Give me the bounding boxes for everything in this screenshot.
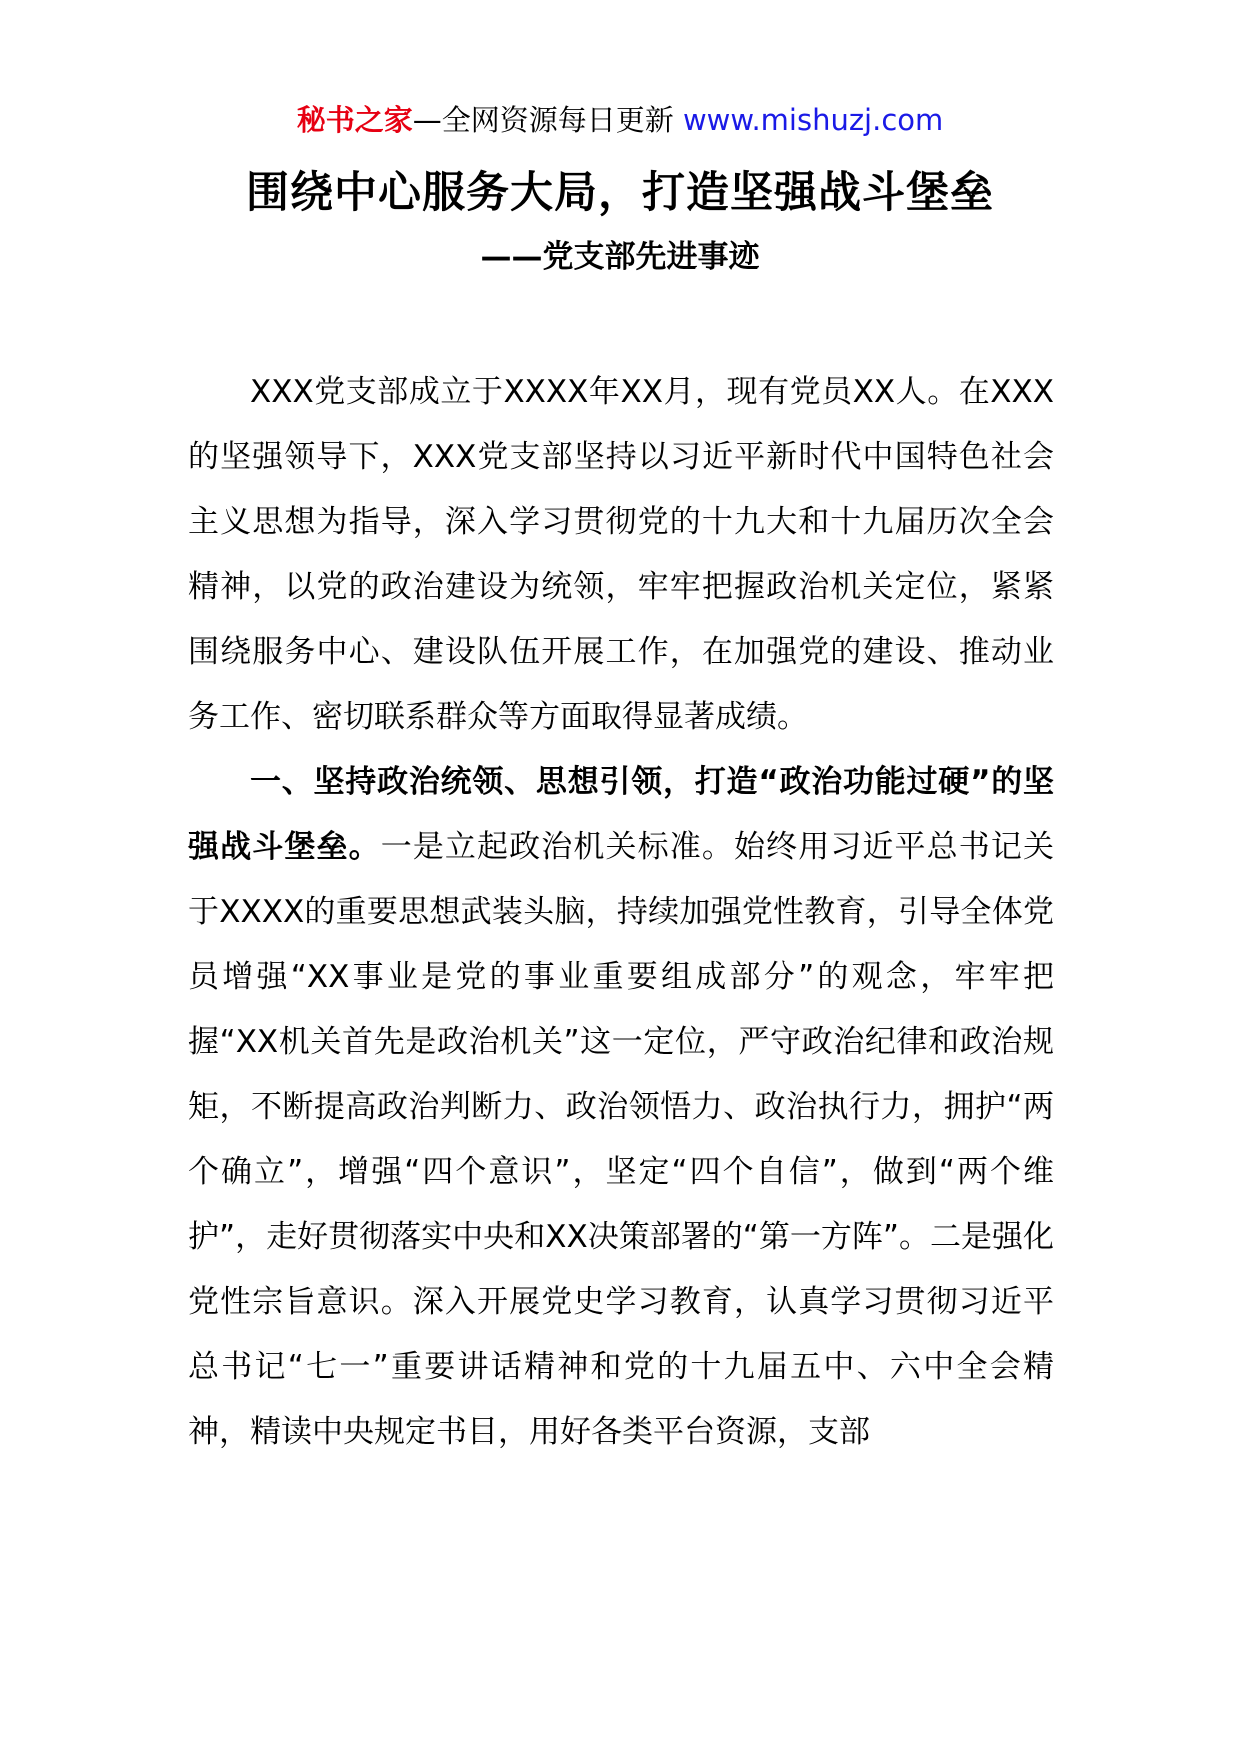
document-body <box>188 360 1054 1465</box>
section-1-paragraph <box>188 750 1054 1465</box>
header-banner <box>0 100 1240 140</box>
brand-name: 秘书之家 <box>296 103 413 137</box>
document-subtitle: ——党支部先进事迹 <box>480 239 760 275</box>
document-title: 围绕中心服务大局，打造坚强战斗堡垒 <box>246 168 994 218</box>
website-link[interactable]: www.mishuzj.com <box>682 103 944 137</box>
section-1-heading: 一、坚持政治统领、思想引领，打造“政治功能过硬”的坚强战斗堡垒。 <box>188 764 1054 865</box>
header-slogan: —全网资源每日更新 <box>412 103 683 137</box>
intro-paragraph: XXX党支部成立于XXXX年XX月，现有党员XX人。在XXX的坚强领导下，XXX党支部坚持以习近平新时代中国特色社会主义思想为指导，深入学习贯彻党的十九大和十九届历次全会精神，以党的政治建设为统领，牢牢把握政治机关定位，紧紧围绕服务中心、建设队伍开展工作，在加强党的建设、推动业务工作、密切联系群众等方面取得显著成绩。 <box>188 374 1054 735</box>
section-1-body: 一是立起政治机关标准。始终用习近平总书记关于XXXX的重要思想武装头脑，持续加强党性教育，引导全体党员增强“XX事业是党的事业重要组成部分”的观念，牢牢把握“XX机关首先是政治机关”这一定位，严守政治纪律和政治规矩，不断提高政治判断力、政治领悟力、政治执行力，拥护“两个确立”，增强“四个意识”，坚定“四个自信”，做到“两个维护”，走好贯彻落实中央和XX决策部署的“第一方阵”。二是强化党性宗旨意识。深入开展党史学习教育，认真学习贯彻习近平总书记“七一”重要讲话精神和党的十九届五中、六中全会精神，精读中央规定书目，用好各类平台资源，支部 <box>188 829 1055 1450</box>
